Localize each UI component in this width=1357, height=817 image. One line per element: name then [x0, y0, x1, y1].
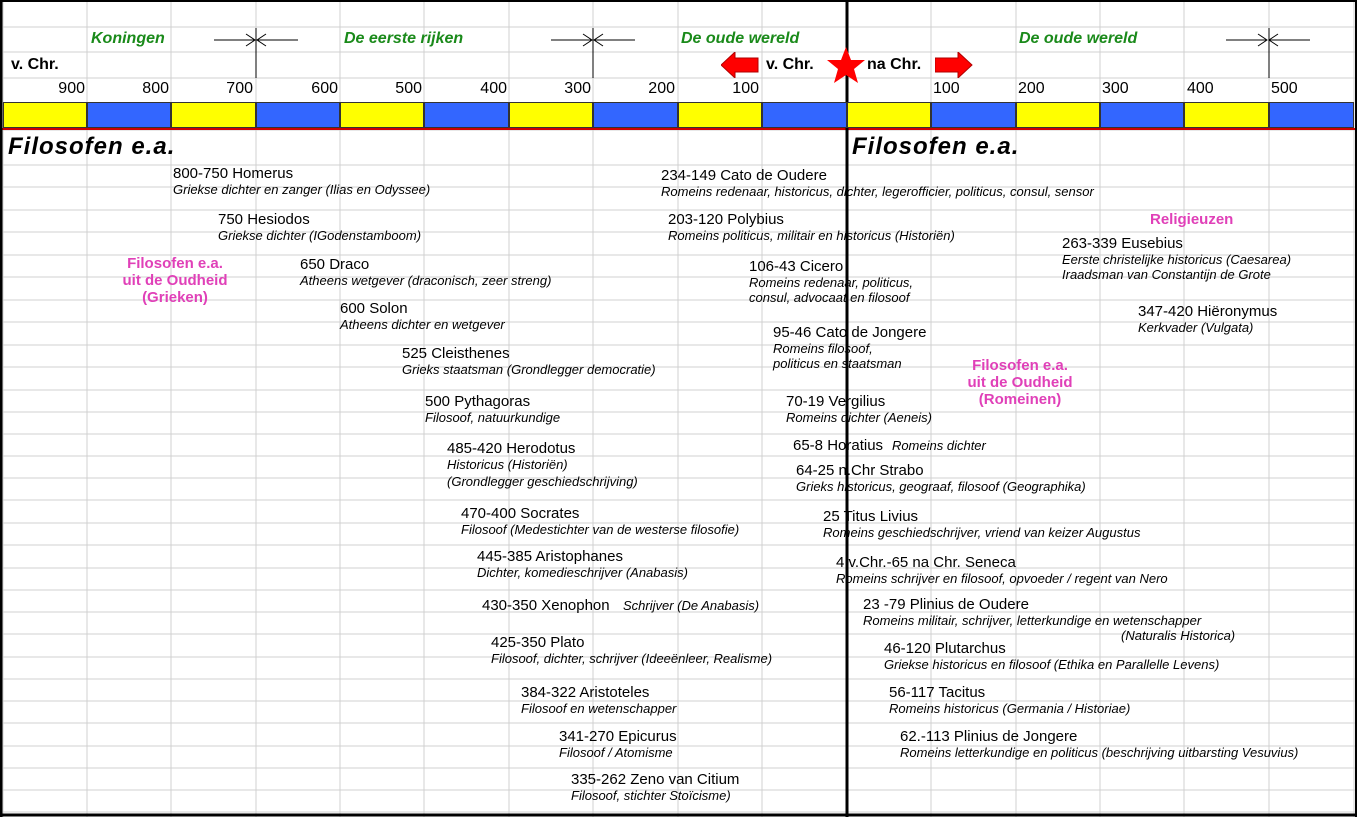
entry-desc: Filosoof / Atomisme [559, 745, 673, 760]
entry-zeno [571, 771, 739, 803]
entry-name: 485-420 Herodotus [447, 440, 576, 457]
entry-name: 56-117 Tacitus [889, 684, 986, 701]
entry-name: 234-149 Cato de Oudere [661, 167, 827, 184]
entry-epicurus [559, 728, 677, 760]
entry-xenophon [482, 597, 759, 615]
entry-name: 445-385 Aristophanes [477, 548, 623, 565]
entry-cleisthenes [402, 345, 656, 377]
bc-label-left: v. Chr. [11, 56, 59, 73]
entry-hesiodos [218, 211, 421, 243]
ad-tick-label: 100 [933, 80, 960, 97]
entry-desc: Filosoof (Medestichter van de westerse filosofie) [461, 522, 740, 537]
century-band-cell [340, 102, 424, 128]
entry-desc: Romeins politicus, militair en historicus (Historiën) [668, 228, 955, 243]
entry-name: 500 Pythagoras [425, 393, 531, 410]
entry-plutarchus [884, 640, 1219, 672]
entry-seneca [836, 554, 1168, 586]
century-band-cell [593, 102, 678, 128]
era-eerste-rijken: De eerste rijken [344, 30, 464, 47]
entry-desc: Romeins dichter (Aeneis) [786, 410, 932, 425]
entry-desc: Romeins letterkundige en politicus (beschrijving uitbarsting Vesuvius) [900, 745, 1299, 760]
entry-name: 384-322 Aristoteles [521, 684, 650, 701]
entry-draco [300, 256, 551, 288]
entry-desc: Historicus (Historiën) [447, 457, 568, 472]
entry-desc: Eerste christelijke historicus (Caesarea) [1062, 252, 1292, 267]
entry-eusebius [1062, 235, 1291, 282]
entry-herodotus [447, 440, 638, 489]
entry-desc-2: politicus en staatsman [773, 356, 902, 371]
entry-desc: Filosoof, dichter, schrijver (Ideeënleer, Realisme) [491, 651, 773, 666]
entry-tacitus [889, 684, 1130, 716]
bc-tick-label: 300 [564, 80, 591, 97]
entry-plinius-de-jongere [900, 728, 1298, 760]
entry-desc: Romeins filosoof, [773, 341, 873, 356]
entry-name: 106-43 Cicero [749, 258, 844, 275]
entry-desc: Kerkvader (Vulgata) [1138, 320, 1254, 335]
century-band-cell [931, 102, 1016, 128]
ad-tick-label: 200 [1018, 80, 1045, 97]
group-label-greeks [108, 255, 242, 306]
century-band-cell [1100, 102, 1184, 128]
era-boundary-arrows-2 [549, 28, 637, 52]
entry-aristophanes [477, 548, 688, 580]
entry-aristoteles [521, 684, 676, 716]
entry-name: 525 Cleisthenes [402, 345, 510, 362]
entry-name: 335-262 Zeno van Citium [571, 771, 740, 788]
entry-socrates [461, 505, 739, 537]
religious-label: Religieuzen [1150, 211, 1234, 228]
entry-name: 62.-113 Plinius de Jongere [900, 728, 1078, 745]
entry-desc: Romeins historicus (Germania / Historiae) [889, 701, 1131, 716]
era-koningen: Koningen [91, 30, 165, 47]
entry-cato-de-jongere [773, 324, 926, 371]
entry-desc: Romeins redenaar, historicus, dichter, legerofficier, politicus, consul, sensor [661, 184, 1094, 199]
bc-tick-label: 200 [648, 80, 675, 97]
era-boundary-arrows-3 [1224, 28, 1312, 52]
entry-name: 425-350 Plato [491, 634, 585, 651]
group-label-line: Filosofen e.a. [972, 357, 1068, 374]
entry-desc: Grieks staatsman (Grondlegger democratie) [402, 362, 656, 377]
group-label-line: (Romeinen) [978, 391, 1062, 408]
bc-tick-label: 500 [395, 80, 422, 97]
entry-desc: Romeins militair, schrijver, letterkundige en wetenschapper [863, 613, 1202, 628]
entry-name: 470-400 Socrates [461, 505, 580, 522]
entry-plinius-de-oudere [863, 596, 1235, 643]
era-oude-wereld-ad: De oude wereld [1019, 30, 1138, 47]
entry-desc-2: consul, advocaat en filosoof [749, 290, 910, 305]
bc-tick-label: 900 [58, 80, 85, 97]
entry-name: 65-8 Horatius [793, 437, 884, 454]
century-band-cell [87, 102, 171, 128]
year-zero-star-icon [826, 46, 866, 84]
group-label-line: (Grieken) [142, 289, 208, 306]
century-band-cell [678, 102, 762, 128]
entry-name: 4 v.Chr.-65 na Chr. Seneca [836, 554, 1016, 571]
century-band-cell [762, 102, 847, 128]
ad-label: na Chr. [867, 56, 922, 73]
bc-tick-label: 800 [142, 80, 169, 97]
entry-horatius [793, 437, 986, 455]
entry-name: 430-350 Xenophon [482, 597, 610, 614]
century-band-cell [1269, 102, 1354, 128]
group-label-line: uit de Oudheid [122, 272, 228, 289]
entry-homerus [173, 165, 430, 197]
bc-tick-label: 700 [226, 80, 253, 97]
entry-cicero [749, 258, 913, 305]
entry-name: 750 Hesiodos [218, 211, 310, 228]
era-oude-wereld-bc: De oude wereld [681, 30, 800, 47]
entry-desc: Filosoof, natuurkundige [425, 410, 561, 425]
entry-desc: Dichter, komedieschrijver (Anabasis) [477, 565, 688, 580]
bc-label-center: v. Chr. [766, 56, 814, 73]
entry-vergilius [786, 393, 932, 425]
arrow-right-icon [935, 52, 973, 78]
ad-tick-label: 500 [1271, 80, 1298, 97]
bc-tick-label: 400 [480, 80, 507, 97]
entry-desc: Romeins redenaar, politicus, [749, 275, 914, 290]
entry-solon [340, 300, 505, 332]
entry-desc: Griekse dichter en zanger (Ilias en Odyssee) [173, 182, 431, 197]
group-label-line: Filosofen e.a. [127, 255, 223, 272]
entry-plato [491, 634, 772, 666]
entry-desc: Filosoof en wetenschapper [521, 701, 677, 716]
entry-cato-de-oudere [661, 167, 1094, 199]
entry-pythagoras [425, 393, 560, 425]
entry-desc: Grieks historicus, geograaf, filosoof (Geographika) [796, 479, 1086, 494]
entry-name: 600 Solon [340, 300, 408, 317]
bc-tick-label: 100 [732, 80, 759, 97]
entry-name: 650 Draco [300, 256, 370, 273]
century-band-cell [1016, 102, 1100, 128]
entry-hieronymus [1138, 303, 1277, 335]
ad-tick-label: 300 [1102, 80, 1129, 97]
ad-tick-label: 400 [1187, 80, 1214, 97]
century-band-cell [171, 102, 256, 128]
entry-desc: Romeins schrijver en filosoof, opvoeder / regent van Nero [836, 571, 1168, 586]
entry-name: 263-339 Eusebius [1062, 235, 1183, 252]
entry-name: 64-25 n.Chr Strabo [796, 462, 924, 479]
century-band-cell [424, 102, 509, 128]
entry-name: 46-120 Plutarchus [884, 640, 1006, 657]
entry-strabo [796, 462, 1086, 494]
entry-name: 800-750 Homerus [173, 165, 294, 182]
entry-name: 203-120 Polybius [668, 211, 784, 228]
entry-desc: Romeins dichter [891, 438, 986, 453]
entry-name: 23 -79 Plinius de Oudere [863, 596, 1029, 613]
entry-desc: Romeins geschiedschrijver, vriend van keizer Augustus [823, 525, 1141, 540]
century-band-cell [847, 102, 931, 128]
era-boundary-arrows-1 [212, 28, 300, 52]
entry-name: 25 Titus Livius [823, 508, 919, 525]
entry-name: 95-46 Cato de Jongere [773, 324, 927, 341]
entry-polybius [668, 211, 955, 243]
century-band-cell [1184, 102, 1269, 128]
arrow-left-icon [721, 52, 759, 78]
section-title-right: Filosofen e.a. [852, 133, 1020, 160]
century-band-cell [509, 102, 593, 128]
entry-titus-livius [823, 508, 1140, 540]
entry-desc: Atheens wetgever (draconisch, zeer streng) [300, 273, 552, 288]
entry-desc: Filosoof, stichter Stoïcisme) [571, 788, 731, 803]
entry-desc-2: (Grondlegger geschiedschrijving) [447, 474, 638, 489]
entry-name: 341-270 Epicurus [559, 728, 677, 745]
bc-tick-label: 600 [311, 80, 338, 97]
entry-name: 347-420 Hiëronymus [1138, 303, 1278, 320]
entry-desc: Griekse historicus en filosoof (Ethika en Parallelle Levens) [884, 657, 1220, 672]
entry-desc-2: (Naturalis Historica) [1121, 628, 1236, 643]
entry-name: 70-19 Vergilius [786, 393, 886, 410]
century-band-cell [3, 102, 87, 128]
group-label-line: uit de Oudheid [967, 374, 1073, 391]
entry-desc: Schrijver (De Anabasis) [622, 598, 760, 613]
section-title-left: Filosofen e.a. [8, 133, 176, 160]
century-band-cell [256, 102, 340, 128]
group-label-romans [942, 357, 1098, 408]
entry-desc-2: Iraadsman van Constantijn de Grote [1062, 267, 1271, 282]
entry-desc: Griekse dichter (IGodenstamboom) [218, 228, 422, 243]
entry-desc: Atheens dichter en wetgever [340, 317, 505, 332]
